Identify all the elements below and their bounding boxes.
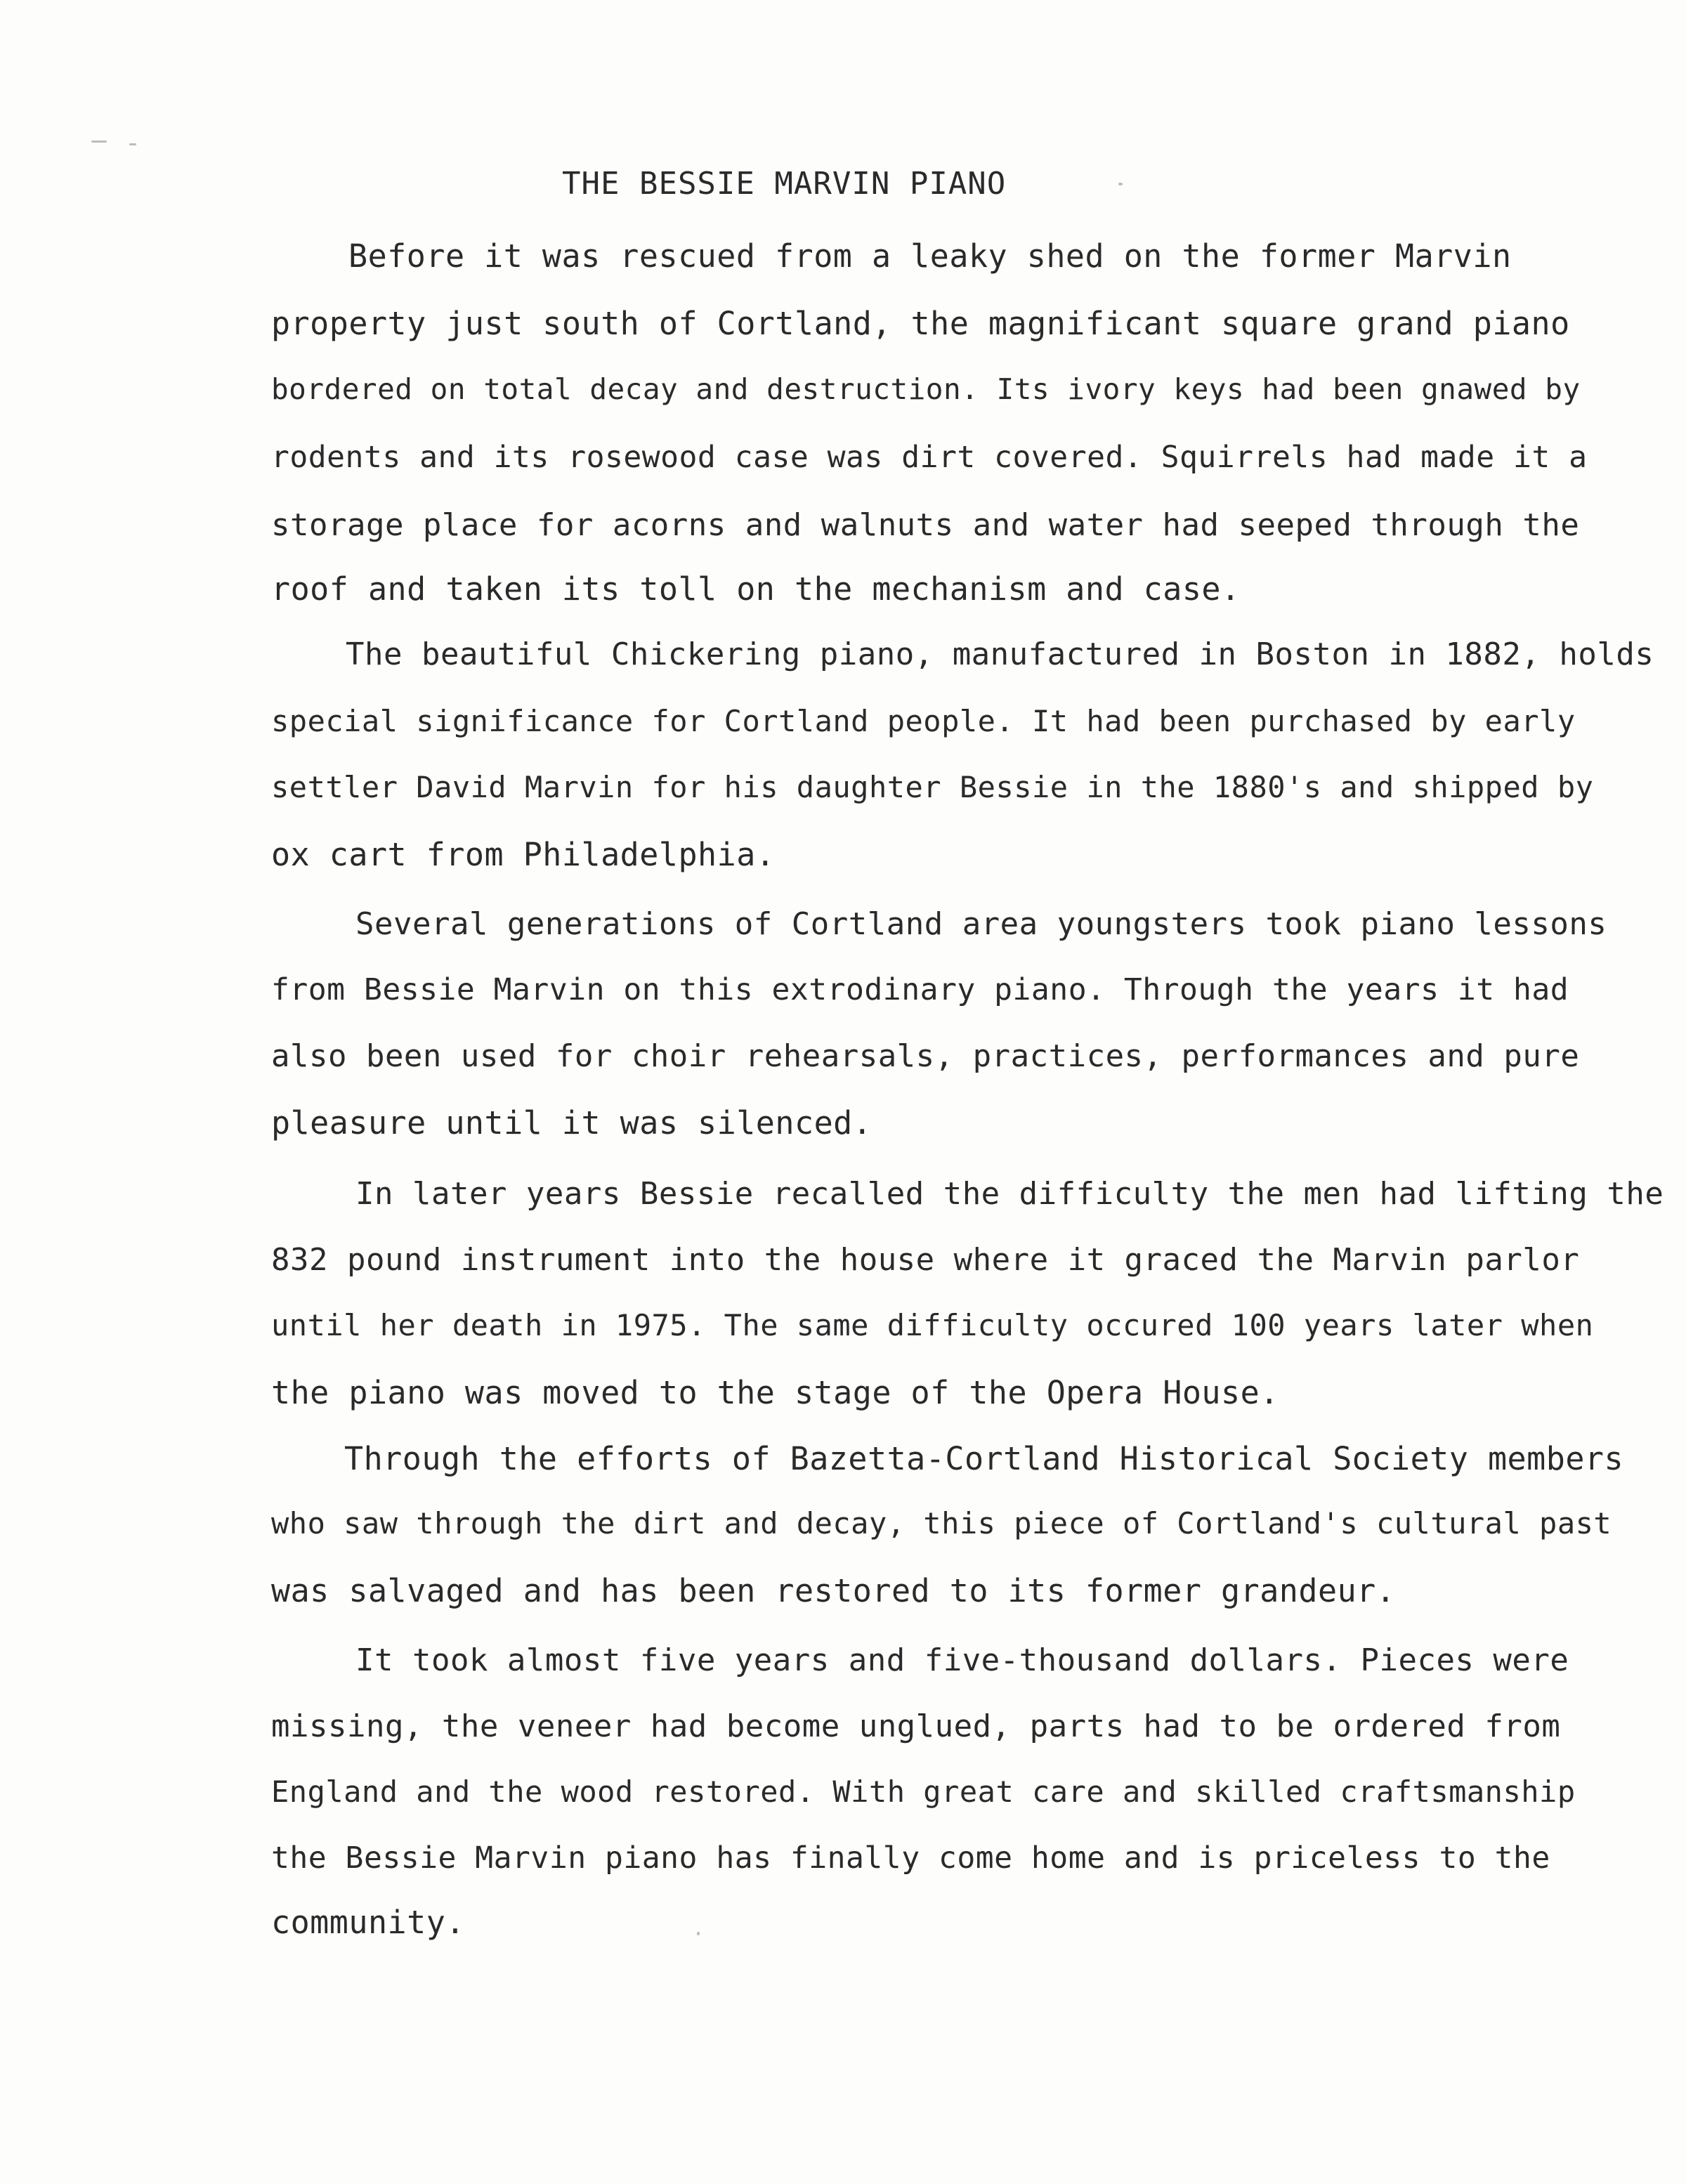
document-title: THE BESSIE MARVIN PIANO <box>562 166 1007 202</box>
scan-speck <box>129 143 136 145</box>
paragraph-5-line-2: who saw through the dirt and decay, this piece of Cortland's cultural past <box>271 1506 1612 1541</box>
paragraph-2-line-3: settler David Marvin for his daughter Bessie in the 1880's and shipped by <box>271 770 1594 804</box>
paragraph-6-line-2: missing, the veneer had become unglued, parts had to be ordered from <box>271 1708 1561 1744</box>
paragraph-1-line-3: bordered on total decay and destruction. Its ivory keys had been gnawed by <box>271 372 1581 406</box>
paragraph-6-line-4: the Bessie Marvin piano has finally come home and is priceless to the <box>271 1840 1550 1876</box>
paragraph-4-line-2: 832 pound instrument into the house where it graced the Marvin parlor <box>271 1242 1580 1278</box>
paragraph-5-line-3: was salvaged and has been restored to its former grandeur. <box>271 1572 1396 1609</box>
paragraph-4-line-4: the piano was moved to the stage of the Opera House. <box>271 1374 1279 1411</box>
scan-speck <box>1118 183 1123 185</box>
paragraph-2-line-4: ox cart from Philadelphia. <box>271 836 776 873</box>
paragraph-3-line-2: from Bessie Marvin on this extrodinary piano. Through the years it had <box>271 972 1569 1007</box>
paragraph-1-line-2: property just south of Cortland, the magnificant square grand piano <box>271 305 1570 342</box>
paragraph-6-line-5: community. <box>271 1904 465 1941</box>
paragraph-2-line-2: special significance for Cortland people. It had been purchased by early <box>271 704 1576 738</box>
paragraph-6-line-1: It took almost five years and five-thousand dollars. Pieces were <box>355 1642 1569 1678</box>
paragraph-3-line-4: pleasure until it was silenced. <box>271 1104 873 1142</box>
paragraph-3-line-1: Several generations of Cortland area youngsters took piano lessons <box>355 906 1607 942</box>
paragraph-1-line-5: storage place for acorns and walnuts and water had seeped through the <box>271 507 1580 543</box>
paragraph-1-line-1: Before it was rescued from a leaky shed on the former Marvin <box>348 237 1512 275</box>
paragraph-3-line-3: also been used for choir rehearsals, practices, performances and pure <box>271 1038 1580 1074</box>
paragraph-6-line-3: England and the wood restored. With great care and skilled craftsmanship <box>271 1774 1576 1809</box>
scan-speck <box>697 1932 700 1935</box>
paragraph-1-line-6: roof and taken its toll on the mechanism and case. <box>271 570 1241 608</box>
paragraph-5-line-1: Through the efforts of Bazetta-Cortland Historical Society members <box>344 1440 1624 1477</box>
paragraph-4-line-1: In later years Bessie recalled the difficulty the men had lifting the <box>355 1176 1664 1212</box>
scan-speck <box>91 140 107 143</box>
paragraph-4-line-3: until her death in 1975. The same difficulty occured 100 years later when <box>271 1308 1594 1342</box>
paragraph-1-line-4: rodents and its rosewood case was dirt covered. Squirrels had made it a <box>271 440 1588 475</box>
paragraph-2-line-1: The beautiful Chickering piano, manufactured in Boston in 1882, holds <box>346 636 1654 672</box>
